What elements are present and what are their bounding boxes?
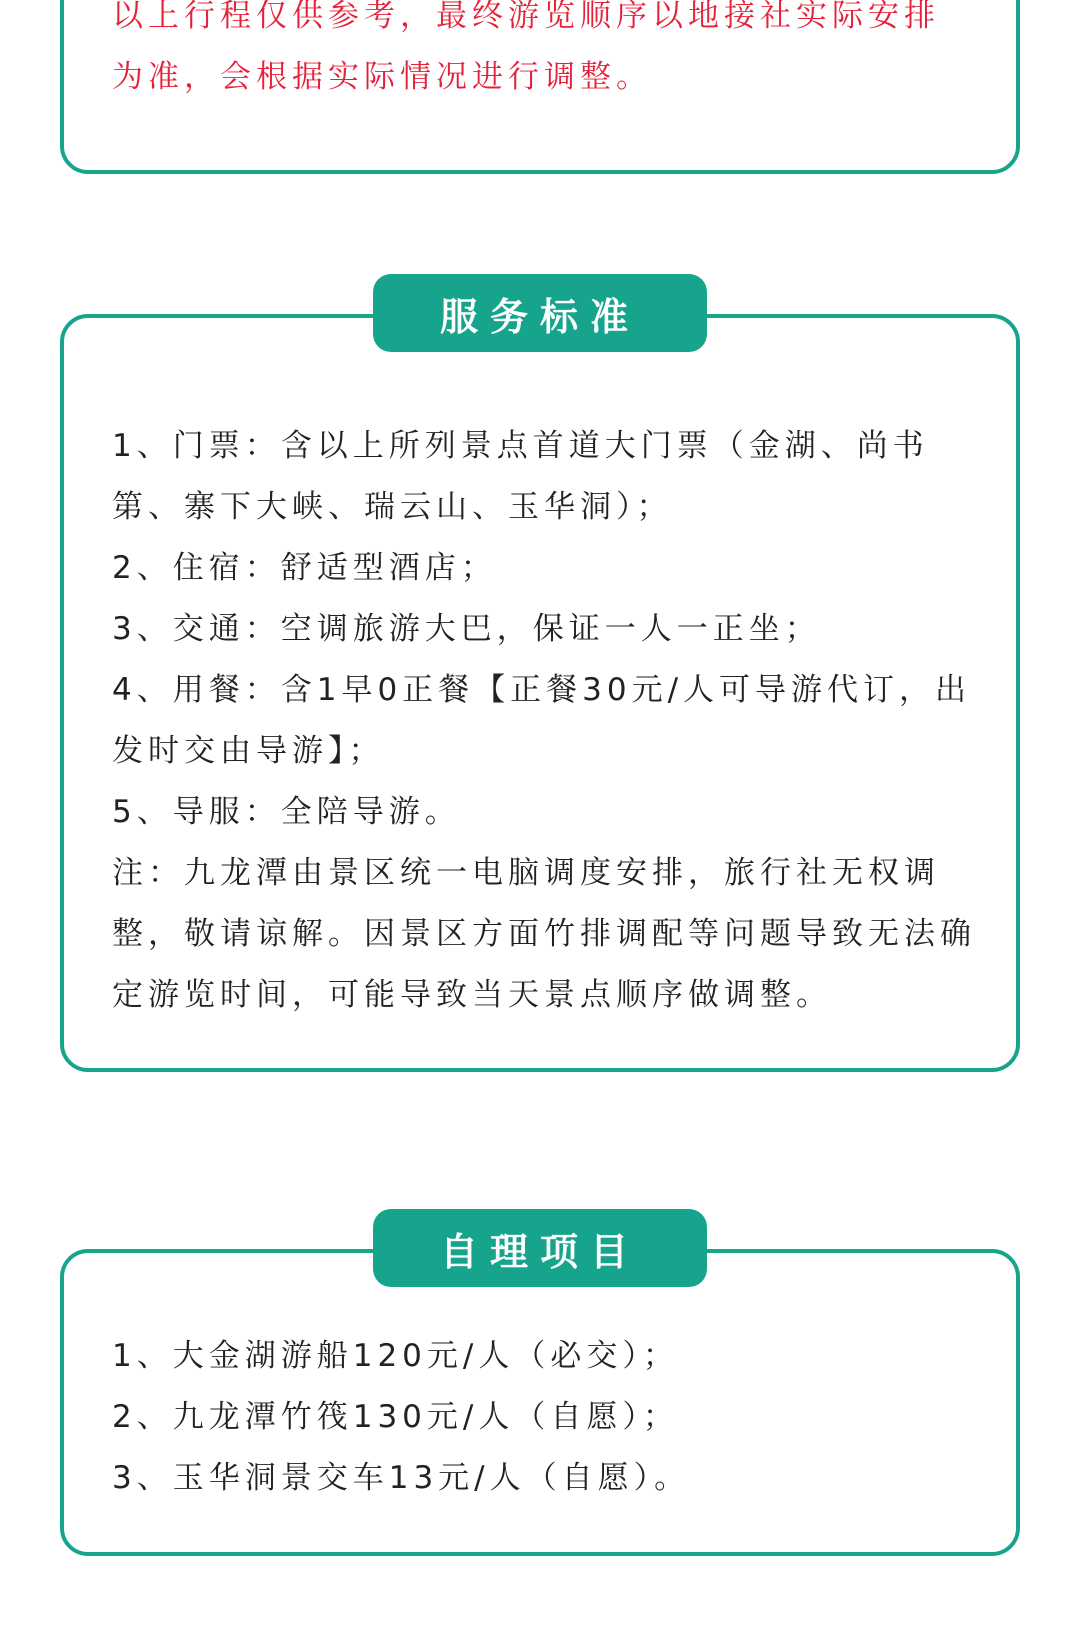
list-item: 2、住宿：舒适型酒店； (112, 550, 497, 586)
list-item: 1、门票：含以上所列景点首道大门票（金湖、尚书第、寨下大峡、瑞云山、玉华洞）； (112, 428, 929, 525)
self-pay-title: 自理项目 (373, 1209, 707, 1287)
service-note: 注：九龙潭由景区统一电脑调度安排，旅行社无权调整，敬请谅解。因景区方面竹排调配等问题导致无法确定游览时间，可能导致当天景点顺序做调整。 (112, 855, 976, 1013)
notice-text (112, 0, 962, 108)
list-item: 2、九龙潭竹筏130元/人（自愿）； (112, 1399, 679, 1435)
list-item: 4、用餐：含1早0正餐【正餐30元/人可导游代订，出发时交由导游】； (112, 672, 972, 769)
notice-paragraph: 以上行程仅供参考，最终游览顺序以地接社实际安排为准，会根据实际情况进行调整。 (112, 0, 940, 95)
service-standard-title: 服务标准 (373, 274, 707, 352)
list-item: 5、导服：全陪导游。 (112, 794, 461, 830)
list-item: 3、交通：空调旅游大巴，保证一人一正坐； (112, 611, 821, 647)
list-item: 1、大金湖游船120元/人（必交）； (112, 1338, 679, 1374)
service-standard-list (112, 416, 992, 1026)
self-pay-list (112, 1326, 992, 1509)
list-item: 3、玉华洞景交车13元/人（自愿）。 (112, 1460, 691, 1496)
